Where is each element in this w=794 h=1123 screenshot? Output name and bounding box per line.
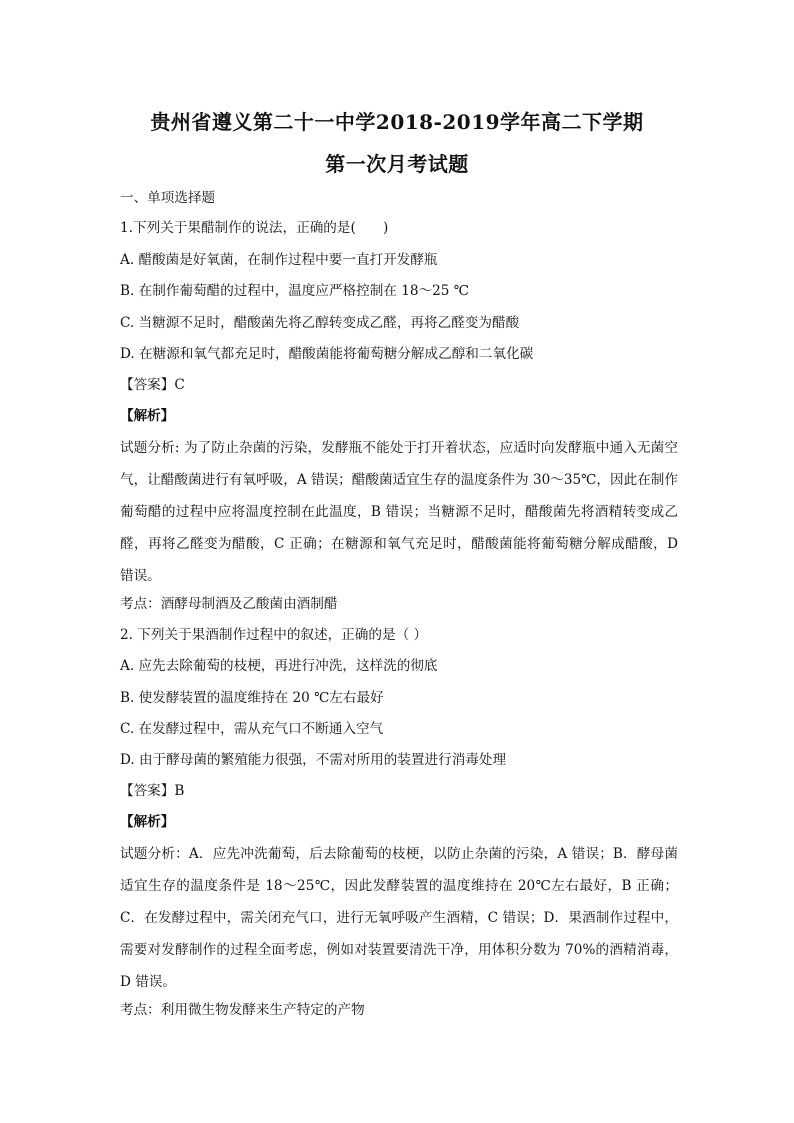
question-1-stem: 1.下列关于果醋制作的说法，正确的是( ) [120,220,389,236]
question-2-option-d: D. 由于酵母菌的繁殖能力很强，不需对所用的装置进行消毒处理 [120,752,507,768]
question-2-point: 考点：利用微生物发酵来生产特定的产物 [120,1002,365,1018]
question-2-analysis: 试题分析：A．应先冲洗葡萄，后去除葡萄的枝梗，以防止杂菌的污染，A 错误；B．酵母菌适宜生存的温度条件是 18～25℃，因此发酵装置的温度维持在 20℃左右最好，B 正确；C．在发酵过程中，需关闭充气口，进行无氧呼吸产生酒精，C 错误；D．果酒制作过程中，需要对发酵制作的过程全面考虑，例如对装置要清洗干净，用体积分数为 70%的酒精消毒，D 错误。 [120,846,678,990]
question-2-option-c: C. 在发酵过程中，需从充气口不断通入空气 [120,721,384,737]
question-2-stem: 2. 下列关于果酒制作过程中的叙述，正确的是（ ） [120,627,428,643]
document-title: 贵州省遵义第二十一中学2018-2019学年高二下学期 [150,110,644,134]
question-2-option-b: B. 使发酵装置的温度维持在 20 ℃左右最好 [120,690,384,706]
question-1-option-c: C. 当糖源不足时，醋酸菌先将乙醇转变成乙醛，再将乙醛变为醋酸 [120,315,520,331]
question-2-analysis-heading: 【解析】 [120,814,175,830]
question-2-option-a: A. 应先去除葡萄的枝梗，再进行冲洗，这样洗的彻底 [120,658,438,674]
question-1-analysis-heading: 【解析】 [120,408,175,424]
section-heading: 一、单项选择题 [120,190,216,206]
question-1-option-a: A. 醋酸菌是好氧菌，在制作过程中要一直打开发酵瓶 [120,252,438,268]
question-1-answer: 【答案】C [120,377,185,393]
question-1-analysis: 试题分析: 为了防止杂菌的污染，发酵瓶不能处于打开着状态，应适时向发酵瓶中通入无菌空气，让醋酸菌进行有氧呼吸，A 错误；醋酸菌适宜生存的温度条件为 30～35℃，因此在制作葡萄醋的过程中应将温度控制在此温度，B 错误；当糖源不足时，醋酸菌先将酒精转变成乙醛，再将乙醛变为醋酸，C 正确；在糖源和氧气充足时，醋酸菌能将葡萄糖分解成醋酸，D 错误。 [120,440,678,584]
question-1-option-d: D. 在糖源和氧气都充足时，醋酸菌能将葡萄糖分解成乙醇和二氧化碳 [120,346,534,362]
question-2-answer: 【答案】B [120,783,185,799]
document-subtitle: 第一次月考试题 [325,152,469,176]
question-1-option-b: B. 在制作葡萄醋的过程中，温度应严格控制在 18～25 ℃ [120,283,469,299]
question-1-point: 考点：酒酵母制酒及乙酸菌由酒制醋 [120,596,338,612]
